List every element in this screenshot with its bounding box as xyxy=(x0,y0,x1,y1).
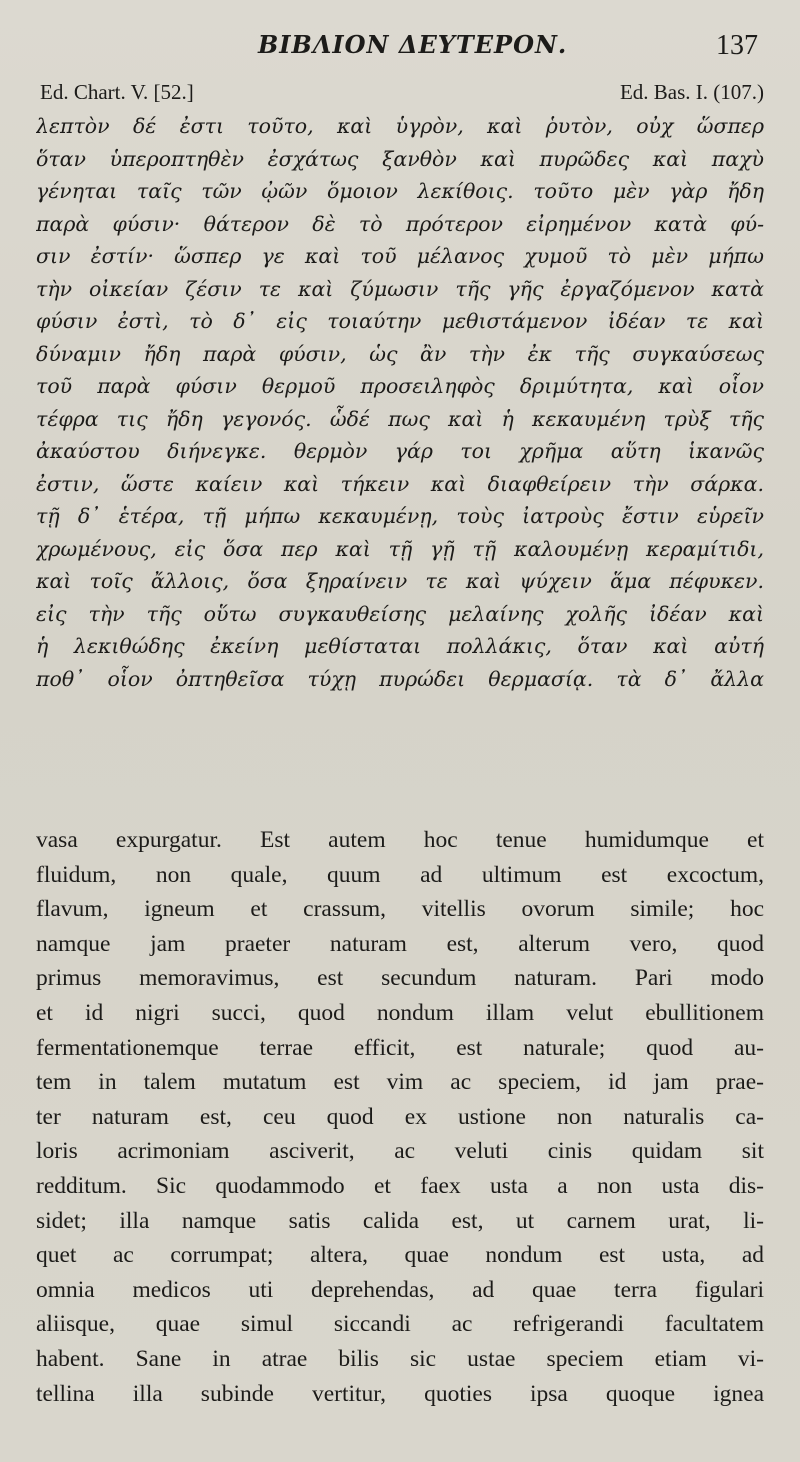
latin-line: fluidum, non quale, quum ad ultimum est excoctum, xyxy=(36,861,764,888)
greek-line: τῇ δ᾽ ἑτέρα, τῇ μήπω κεκαυμένῃ, τοὺς ἰατροὺς ἔστιν εὑρεῖν xyxy=(36,504,764,528)
greek-line: ἡ λεκιθώδης ἐκείνη μεθίσταται πολλάκις, ὅταν καὶ αὐτή xyxy=(36,634,764,658)
greek-line: ὅταν ὑπεροπτηθὲν ἐσχάτως ξανθὸν καὶ πυρῶδες καὶ παχὺ xyxy=(36,146,764,171)
latin-line: habent. Sane in atrae bilis sic ustae speciem etiam vi- xyxy=(36,1345,764,1372)
greek-line: σιν ἐστίν· ὥσπερ γε καὶ τοῦ μέλανος χυμοῦ τὸ μὲν μήπω xyxy=(36,244,764,268)
greek-line: εἰς τὴν τῆς οὕτω συγκαυθείσης μελαίνης χολῆς ἰδέαν καὶ xyxy=(36,601,764,626)
edition-basel-reference: Ed. Bas. I. (107.) xyxy=(619,80,764,104)
latin-line: tellina illa subinde vertitur, quoties ipsa quoque ignea xyxy=(36,1380,764,1407)
latin-line: sidet; illa namque satis calida est, ut carnem urat, li- xyxy=(36,1207,764,1234)
greek-line: δύναμιν ἤδη παρὰ φύσιν, ὡς ἂν τὴν ἐκ τῆς συγκαύσεως xyxy=(36,341,764,366)
running-title: ΒΙΒΛΙΟΝ ΔΕΥΤΕΡΟΝ. xyxy=(258,30,568,59)
running-head xyxy=(0,30,800,66)
greek-line: χρωμένους, εἰς ὅσα περ καὶ τῇ γῇ τῇ καλουμένῃ κεραμίτιδι, xyxy=(36,536,764,561)
latin-line: aliisque, quae simul siccandi ac refrigerandi facultatem xyxy=(36,1311,764,1338)
latin-line: namque jam praeter naturam est, alterum vero, quod xyxy=(36,930,764,957)
greek-text-column xyxy=(36,110,764,695)
greek-line: παρὰ φύσιν· θάτερον δὲ τὸ πρότερον εἰρημένον κατὰ φύ- xyxy=(36,211,764,236)
latin-line: et id nigri succi, quod nondum illam velut ebullitionem xyxy=(36,999,764,1026)
latin-line: primus memoravimus, est secundum naturam. Pari modo xyxy=(36,965,764,992)
greek-line: ποθ᾽ οἷον ὀπτηθεῖσα τύχῃ πυρώδει θερμασίᾳ. τὰ δ᾽ ἄλλα xyxy=(36,666,764,691)
latin-line: omnia medicos uti deprehendas, ad quae terra figulari xyxy=(36,1276,764,1303)
greek-line: λεπτὸν δέ ἐστι τοῦτο, καὶ ὑγρὸν, καὶ ῥυτὸν, οὐχ ὥσπερ xyxy=(36,114,764,138)
edition-chart-reference: Ed. Chart. V. [52.] xyxy=(40,80,194,104)
greek-line: ἐστιν, ὥστε καίειν καὶ τήκειν καὶ διαφθείρειν τὴν σάρκα. xyxy=(36,471,764,496)
latin-line: redditum. Sic quodammodo et faex usta a non usta dis- xyxy=(36,1172,764,1199)
latin-line: vasa expurgatur. Est autem hoc tenue humidumque et xyxy=(36,827,764,853)
greek-line: τὴν οἰκείαν ζέσιν τε καὶ ζύμωσιν τῆς γῆς ἐργαζόμενον κατὰ xyxy=(36,276,764,301)
latin-line: ter naturam est, ceu quod ex ustione non naturalis ca- xyxy=(36,1103,764,1130)
page-number: 137 xyxy=(716,30,758,61)
greek-line: τέφρα τις ἤδη γεγονός. ὧδέ πως καὶ ἡ κεκαυμένη τρὺξ τῆς xyxy=(36,406,764,431)
latin-line: fermentationemque terrae efficit, est naturale; quod au- xyxy=(36,1034,764,1061)
greek-line: ἀκαύστου διήνεγκε. θερμὸν γάρ τοι χρῆμα αὕτη ἱκανῶς xyxy=(36,439,764,463)
latin-line: flavum, igneum et crassum, vitellis ovorum simile; hoc xyxy=(36,896,764,923)
latin-line: quet ac corrumpat; altera, quae nondum est usta, ad xyxy=(36,1242,764,1269)
greek-line: τοῦ παρὰ φύσιν θερμοῦ προσειληφὸς δριμύτητα, καὶ οἷον xyxy=(36,374,764,398)
greek-line: φύσιν ἐστὶ, τὸ δ᾽ εἰς τοιαύτην μεθιστάμενον ἰδέαν τε καὶ xyxy=(36,309,764,333)
edition-references xyxy=(40,80,764,110)
greek-line: καὶ τοῖς ἄλλοις, ὅσα ξηραίνειν τε καὶ ψύχειν ἅμα πέφυκεν. xyxy=(36,569,764,593)
greek-line: γένηται ταῖς τῶν ᾠῶν ὅμοιον λεκίθοις. τοῦτο μὲν γὰρ ἤδη xyxy=(36,179,764,203)
latin-line: loris acrimoniam asciverit, ac veluti cinis quidam sit xyxy=(36,1138,764,1165)
latin-text-column xyxy=(36,823,764,1411)
latin-line: tem in talem mutatum est vim ac speciem, id jam prae- xyxy=(36,1069,764,1096)
